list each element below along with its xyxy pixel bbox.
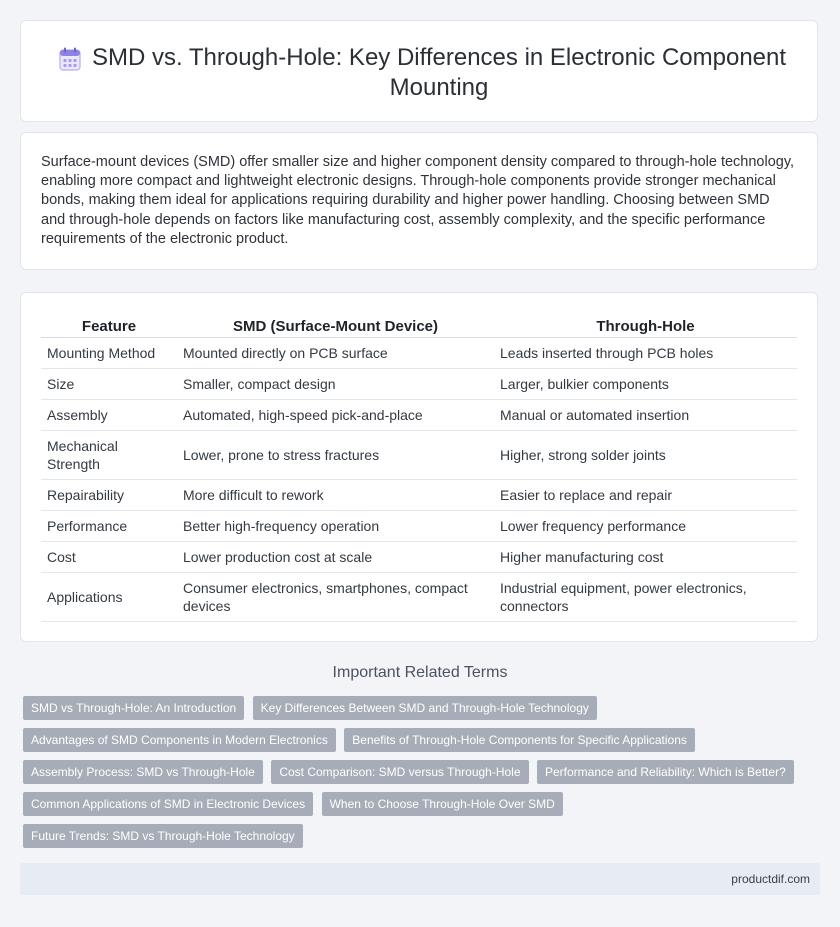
footer [20,863,820,895]
related-term-link[interactable]: Cost Comparison: SMD versus Through-Hole [271,760,528,784]
related-term-link[interactable]: Performance and Reliability: Which is Better? [537,760,794,784]
header-feature: Feature [41,313,177,338]
comparison-table-card [20,292,818,642]
cell-through-hole: Manual or automated insertion [494,400,797,431]
cell-feature: Assembly [41,400,177,431]
related-terms-title: Important Related Terms [332,664,508,681]
table-row [41,431,797,480]
cell-through-hole: Higher manufacturing cost [494,542,797,573]
footer-site-link[interactable]: productdif.com [731,872,810,886]
cell-feature: Cost [41,542,177,573]
cell-feature: Size [41,369,177,400]
cell-smd: More difficult to rework [177,480,494,511]
calendar-icon [59,47,81,71]
cell-smd: Smaller, compact design [177,369,494,400]
page-title: SMD vs. Through-Hole: Key Differences in Electronic Component Mounting [91,44,787,101]
related-terms-list [23,696,813,856]
header-through-hole: Through-Hole [494,313,797,338]
summary-text: Surface-mount devices (SMD) offer smaller size and higher component density compared to through-hole technology, enabling more compact and lightweight electronic designs. Through-hole components provide stronger mechanical bonds, making them ideal for applications requiring durability and higher power handling. Choosing between SMD and through-hole depends on factors like manufacturing cost, assembly complexity, and the specific performance requirements of the electronic product. [41,154,795,247]
cell-through-hole: Easier to replace and repair [494,480,797,511]
table-row [41,511,797,542]
table-row [41,338,797,369]
summary-card [20,132,818,270]
cell-feature: Mechanical Strength [41,431,177,480]
cell-feature: Repairability [41,480,177,511]
cell-feature: Mounting Method [41,338,177,369]
cell-smd: Lower production cost at scale [177,542,494,573]
related-term-link[interactable]: Key Differences Between SMD and Through-Hole Technology [253,696,597,720]
cell-smd: Automated, high-speed pick-and-place [177,400,494,431]
table-row [41,573,797,622]
related-term-link[interactable]: Future Trends: SMD vs Through-Hole Technology [23,824,303,848]
header-smd: SMD (Surface-Mount Device) [177,313,494,338]
table-row [41,400,797,431]
table-header-row [41,313,797,338]
cell-through-hole: Larger, bulkier components [494,369,797,400]
cell-smd: Consumer electronics, smartphones, compact devices [177,573,494,622]
table-row [41,542,797,573]
cell-through-hole: Lower frequency performance [494,511,797,542]
related-term-link[interactable]: Benefits of Through-Hole Components for Specific Applications [344,728,695,752]
cell-feature: Applications [41,573,177,622]
cell-through-hole: Higher, strong solder joints [494,431,797,480]
related-term-link[interactable]: Common Applications of SMD in Electronic Devices [23,792,313,816]
table-row [41,480,797,511]
header-card [20,20,818,122]
cell-through-hole: Industrial equipment, power electronics, connectors [494,573,797,622]
comparison-table [41,313,797,622]
cell-smd: Lower, prone to stress fractures [177,431,494,480]
cell-through-hole: Leads inserted through PCB holes [494,338,797,369]
table-row [41,369,797,400]
cell-feature: Performance [41,511,177,542]
cell-smd: Better high-frequency operation [177,511,494,542]
related-term-link[interactable]: Advantages of SMD Components in Modern Electronics [23,728,336,752]
related-term-link[interactable]: When to Choose Through-Hole Over SMD [322,792,563,816]
related-term-link[interactable]: Assembly Process: SMD vs Through-Hole [23,760,263,784]
cell-smd: Mounted directly on PCB surface [177,338,494,369]
related-term-link[interactable]: SMD vs Through-Hole: An Introduction [23,696,244,720]
